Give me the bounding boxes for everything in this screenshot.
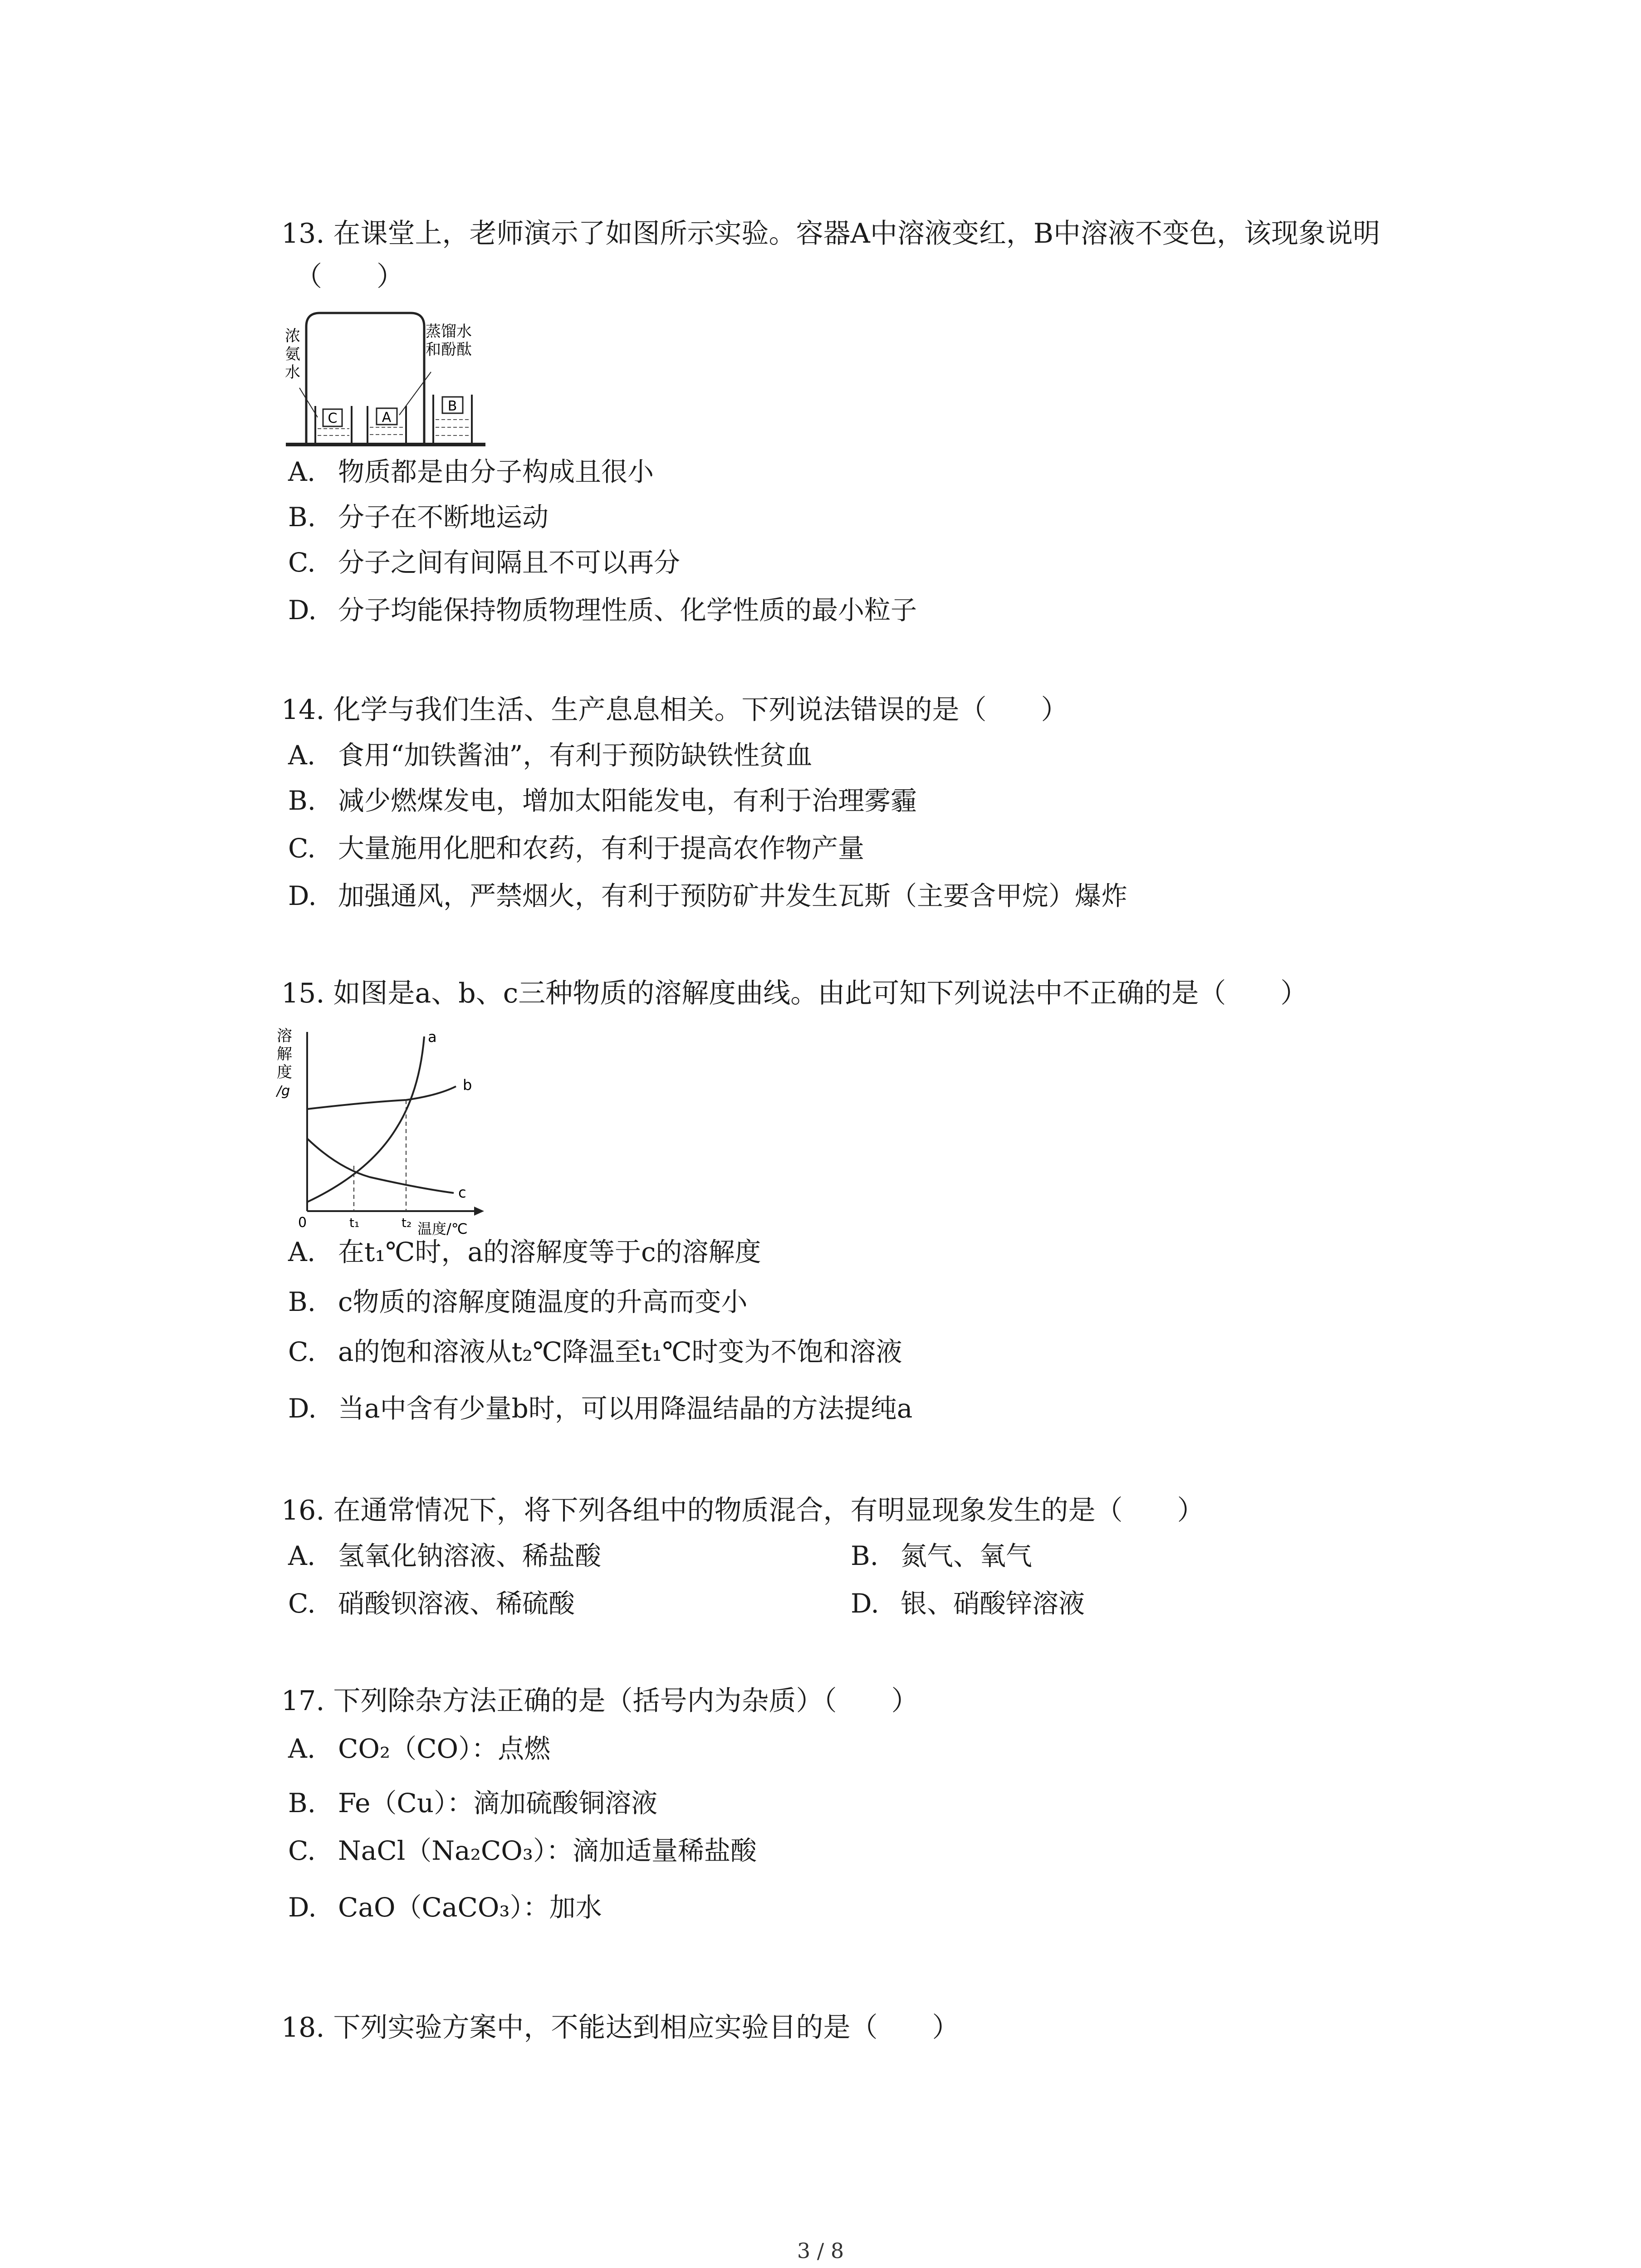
q16-option-c: C. 硝酸钡溶液、稀硫酸 [288, 1588, 575, 1619]
label-phenolphthalein: 和酚酞 [426, 341, 472, 359]
q16-option-d: D. 银、硝酸锌溶液 [851, 1588, 1085, 1619]
q15-solubility-curve-figure [274, 1023, 501, 1241]
tick-t1: t₁ [349, 1215, 360, 1230]
page-number: 3 / 8 [797, 2239, 844, 2263]
q13-option-d: D. 分子均能保持物质物理性质、化学性质的最小粒子 [288, 595, 917, 626]
ylabel-4: /g [277, 1083, 290, 1099]
q14-option-d: D. 加强通风，严禁烟火，有利于预防矿井发生瓦斯（主要含甲烷）爆炸 [288, 880, 1128, 911]
label-concentrated-ammonia-1: 浓 [285, 327, 300, 345]
xlabel: 温度/℃ [417, 1220, 468, 1237]
beaker-a-label: A [382, 410, 392, 425]
beaker-c-label: C [328, 411, 338, 426]
question-14-stem: 14. 化学与我们生活、生产息息相关。下列说法错误的是（ ） [281, 694, 1068, 726]
question-13-stem-paren: （ ） [295, 261, 404, 293]
q13-option-a: A. 物质都是由分子构成且很小 [288, 456, 654, 487]
q15-option-b: B. c物质的溶解度随温度的升高而变小 [288, 1286, 748, 1317]
q13-option-b: B. 分子在不断地运动 [288, 502, 549, 533]
beaker-b-label: B [447, 398, 457, 414]
ylabel-1: 溶 [277, 1027, 292, 1045]
q15-option-d: D. 当a中含有少量b时，可以用降温结晶的方法提纯a [288, 1393, 913, 1424]
q17-option-d: D. CaO（CaCO₃）：加水 [288, 1892, 602, 1923]
q13-option-c: C. 分子之间有间隔且不可以再分 [288, 547, 681, 578]
origin-label: 0 [298, 1215, 307, 1231]
question-17-stem: 17. 下列除杂方法正确的是（括号内为杂质）（ ） [281, 1685, 919, 1717]
question-13-stem: 13. 在课堂上，老师演示了如图所示实验。容器A中溶液变红，B中溶液不变色，该现象说明 [281, 218, 1380, 249]
q15-option-a: A. 在t₁℃时，a的溶解度等于c的溶解度 [288, 1237, 761, 1267]
label-concentrated-ammonia-2: 氨 [285, 345, 300, 363]
q16-option-a: A. 氢氧化钠溶液、稀盐酸 [288, 1540, 602, 1571]
ylabel-2: 解 [277, 1045, 292, 1063]
curve-a-label: a [428, 1028, 437, 1046]
question-16-stem: 16. 在通常情况下，将下列各组中的物质混合，有明显现象发生的是（ ） [281, 1495, 1205, 1526]
q16-option-b: B. 氮气、氧气 [851, 1540, 1033, 1571]
label-concentrated-ammonia-3: 水 [285, 363, 300, 381]
tick-t2: t₂ [402, 1215, 412, 1230]
ylabel-3: 度 [277, 1063, 292, 1081]
q14-option-a: A. 食用“加铁酱油”，有利于预防缺铁性贫血 [288, 740, 813, 771]
q14-option-c: C. 大量施用化肥和农药，有利于提高农作物产量 [288, 833, 865, 864]
curve-c-label: c [458, 1184, 466, 1201]
question-15-stem: 15. 如图是a、b、c三种物质的溶解度曲线。由此可知下列说法中不正确的是（ ） [281, 978, 1308, 1009]
q17-option-c: C. NaCl（Na₂CO₃）：滴加适量稀盐酸 [288, 1835, 757, 1866]
q14-option-b: B. 减少燃煤发电，增加太阳能发电，有利于治理雾霾 [288, 785, 917, 816]
q13-apparatus-figure [281, 308, 495, 454]
curve-b-label: b [463, 1076, 472, 1094]
q17-option-a: A. CO₂（CO）：点燃 [288, 1733, 551, 1764]
label-distilled-water: 蒸馏水 [426, 323, 472, 341]
q17-option-b: B. Fe（Cu）：滴加硫酸铜溶液 [288, 1788, 658, 1818]
question-18-stem: 18. 下列实验方案中，不能达到相应实验目的是（ ） [281, 2012, 960, 2043]
q15-option-c: C. a的饱和溶液从t₂℃降温至t₁℃时变为不饱和溶液 [288, 1336, 902, 1367]
